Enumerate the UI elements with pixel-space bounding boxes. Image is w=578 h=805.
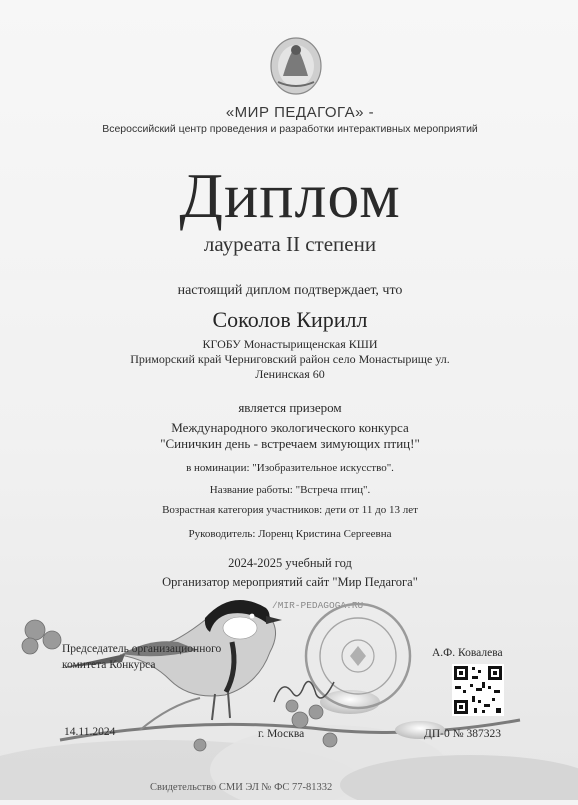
chair-title-line1: Председатель организационного	[62, 643, 222, 655]
recipient-address-line2: Ленинская 60	[255, 367, 325, 381]
academic-year: 2024-2025 учебный год	[228, 556, 352, 570]
diploma-title: Диплом	[179, 160, 401, 231]
issue-date: 14.11.2024	[64, 726, 116, 738]
recipient-address-line1: Приморский край Черниговский район село Монастырище ул.	[130, 352, 450, 366]
logo-icon	[268, 30, 324, 100]
chair-title-line2: комитета Конкурса	[62, 659, 156, 671]
contest-line2: "Синичкин день - встречаем зимующих птиц!"	[160, 436, 420, 451]
contest-line1: Международного экологического конкурса	[171, 420, 409, 435]
recipient-school: КГОБУ Монастырищенская КШИ	[202, 337, 378, 351]
signature	[270, 672, 340, 712]
organizer-text: Организатор мероприятий сайт "Мир Педагога"	[162, 575, 418, 589]
signatory-name: А.Ф. Ковалева	[432, 647, 503, 659]
issue-city: г. Москва	[258, 728, 305, 740]
supervisor-text: Руководитель: Лоренц Кристина Сергеевна	[188, 528, 392, 540]
work-title-text: Название работы: "Встреча птиц".	[209, 484, 371, 496]
registration-text: Свидетельство СМИ ЭЛ № ФС 77-81332	[150, 782, 333, 793]
status-text: является призером	[238, 400, 342, 415]
diploma-degree: лауреата II степени	[203, 232, 377, 256]
age-category-text: Возрастная категория участников: дети от 11 до 13 лет	[162, 504, 418, 516]
recipient-name: Соколов Кирилл	[212, 307, 368, 332]
brand-name: «МИР ПЕДАГОГА» -	[225, 104, 375, 121]
qr-code-icon	[452, 664, 504, 716]
nomination-text: в номинации: "Изобразительное искусство".	[186, 462, 394, 474]
website-text: /MIR-PEDAGOGA.RU	[272, 600, 364, 611]
confirm-text: настоящий диплом подтверждает, что	[177, 283, 403, 298]
organization-subtitle: Всероссийский центр проведения и разработки интерактивных мероприятий	[102, 123, 478, 135]
diploma-number: ДП-0 № 387323	[424, 728, 501, 740]
